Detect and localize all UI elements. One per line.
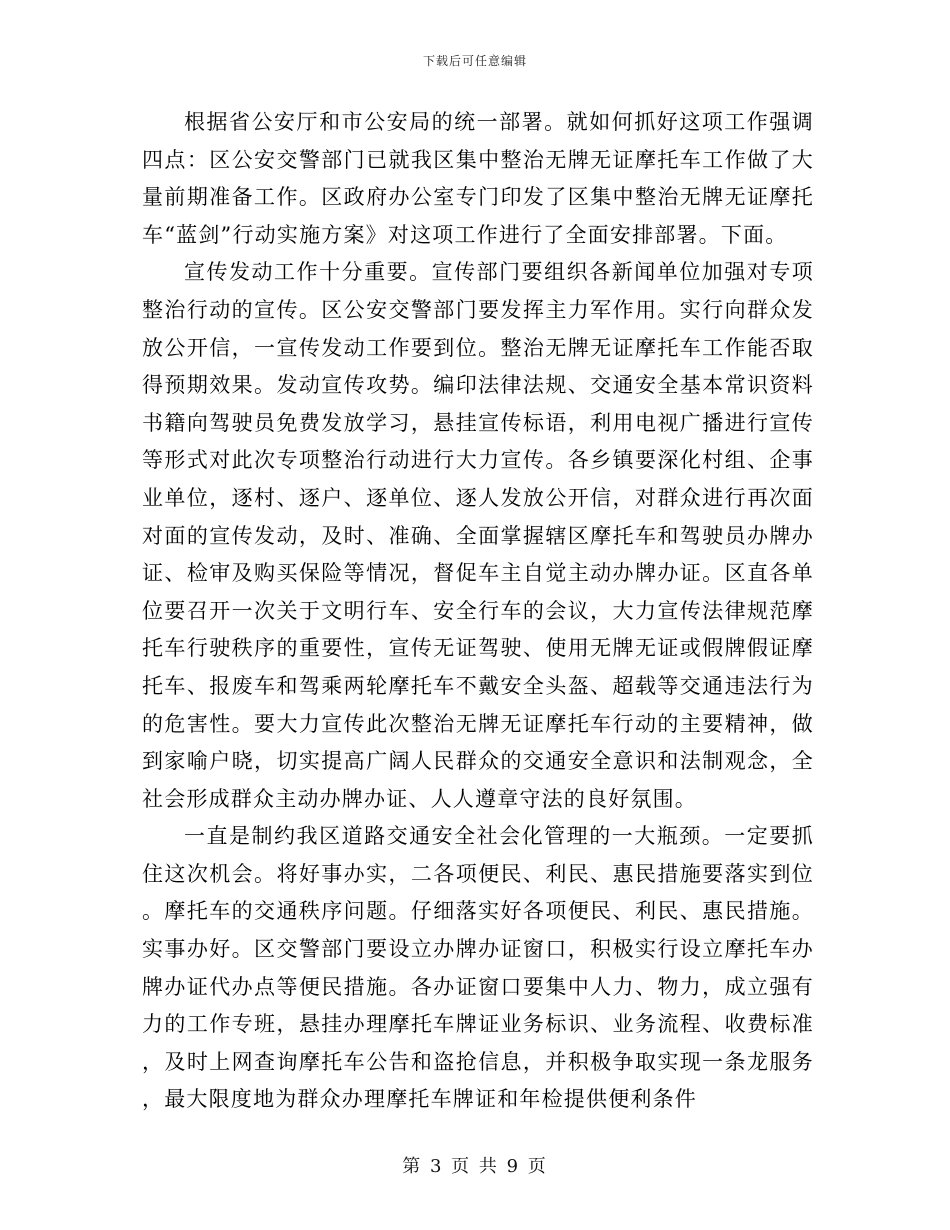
header-note: 下载后可任意编辑 xyxy=(422,54,527,68)
paragraph-1: 根据省公安厅和市公安局的统一部署。就如何抓好这项工作强调四点：区公安交警部门已就我区集中整治无牌无证摩托车工作做了大量前期准备工作。区政府办公室专门印发了区集中整治无牌无证摩托车“蓝剑”行动实施方案》对这项工作进行了全面安排部署。下面。 xyxy=(142,110,814,247)
page-number: 第 3 页 共 9 页 xyxy=(402,1156,548,1177)
document-body xyxy=(142,104,814,1119)
paragraph-2: 宣传发动工作十分重要。宣传部门要组织各新闻单位加强对专项整治行动的宣传。区公安交警部门要发挥主力军作用。实行向群众发放公开信，一宣传发动工作要到位。整治无牌无证摩托车工作能否取得预期效果。发动宣传攻势。编印法律法规、交通安全基本常识资料书籍向驾驶员免费发放学习，悬挂宣传标语，利用电视广播进行宣传等形式对此次专项整治行动进行大力宣传。各乡镇要深化村组、企事业单位，逐村、逐户、逐单位、逐人发放公开信，对群众进行再次面对面的宣传发动，及时、准确、全面掌握辖区摩托车和驾驶员办牌办证、检审及购买保险等情况，督促车主自觉主动办牌办证。区直各单位要召开一次关于文明行车、安全行车的会议，大力宣传法律规范摩托车行驶秩序的重要性，宣传无证驾驶、使用无牌无证或假牌假证摩托车、报废车和驾乘两轮摩托车不戴安全头盔、超载等交通违法行为的危害性。要大力宣传此次整治无牌无证摩托车行动的主要精神，做到家喻户晓，切实提高广阔人民群众的交通安全意识和法制观念，全社会形成群众主动办牌办证、人人遵章守法的良好氛围。 xyxy=(142,260,814,811)
paragraph-3: 一直是制约我区道路交通安全社会化管理的一大瓶颈。一定要抓住这次机会。将好事办实，二各项便民、利民、惠民措施要落实到位。摩托车的交通秩序问题。仔细落实好各项便民、利民、惠民措施。实事办好。区交警部门要设立办牌办证窗口，积极实行设立摩托车办牌办证代办点等便民措施。各办证窗口要集中人力、物力，成立强有力的工作专班，悬挂办理摩托车牌证业务标识、业务流程、收费标准，及时上网查询摩托车公告和盗抢信息，并积极争取实现一条龙服务，最大限度地为群众办理摩托车牌证和年检提供便利条件 xyxy=(142,824,814,1112)
